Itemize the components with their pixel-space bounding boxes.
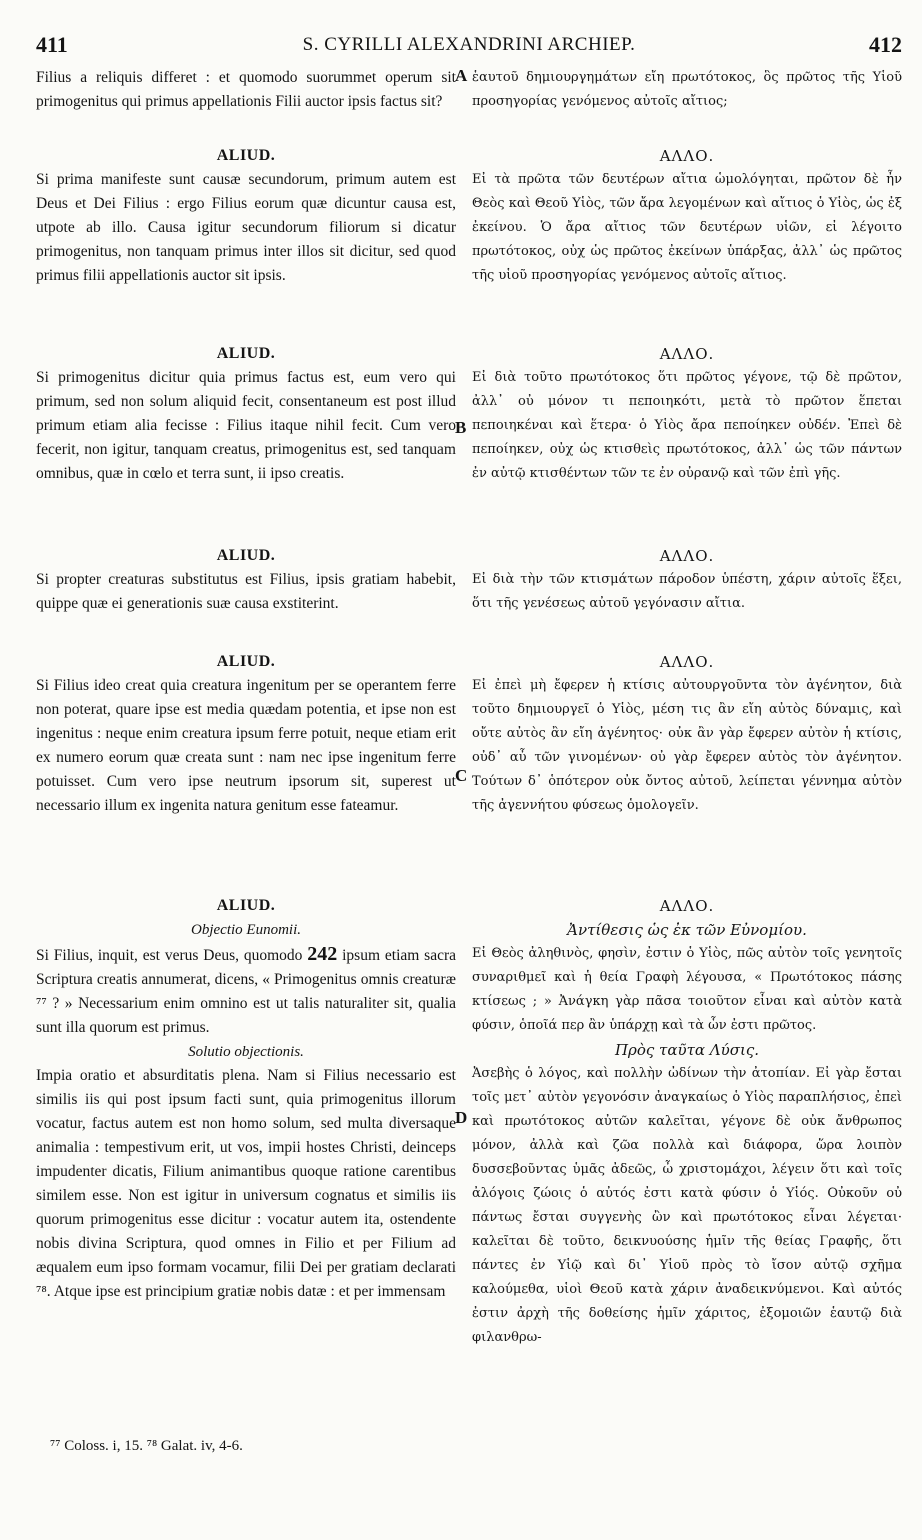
- page-header: [36, 32, 902, 64]
- latin-intro: [36, 66, 456, 114]
- latin-heading-4: ALIUD.: [216, 653, 276, 670]
- latin-solution-heading: Solutio objectionis.: [188, 1044, 304, 1060]
- latin-solution-paragraph: Impia oratio et absurditatis plena. Nam si Filius necessario est similis iis qui post ipsum facti sunt, quia primogenitus illorum vocatur, factus autem est non homo solum, sed multa diversaque animalia : tempestivum erit, ut vos, impii hostes Christi, deinceps impudenter dicatis, Filium animantibus quoque ratione carentibus similem esse. Non est igitur in universum cognatus et similis iis quorum primogenitus esse dicitur : vocatur autem ita, ostendente nobis divina Scriptura, quod omnes in Filio et per Filium ad æqualem eum ipso formam vocamur, filii Dei per gratiam declarati ⁷⁸. Atque ipse est principium gratiæ nobis datæ : et per immensam: [36, 1067, 456, 1300]
- greek-paragraph-3: Εἰ διὰ τὴν τῶν κτισμάτων πάροδον ὑπέστη, χάριν αὐτοῖς ἕξει, ὅτι τῆς γενέσεως αὐτοῦ γεγόνασιν αἴτια.: [472, 572, 902, 611]
- latin-paragraph-3: Si propter creaturas substitutus est Filius, ipsis gratiam habebit, quippe quæ ei generationis suæ causa exstiterint.: [36, 571, 456, 612]
- greek-paragraph-2: Εἰ διὰ τοῦτο πρωτότοκος ὅτι πρῶτος γέγονε, τῷ δὲ πρῶτον, ἀλλ᾽ οὐ μόνον τι πεποιηκότι, μετὰ τὸ πρῶτον ἕπεται πεποιηκέναι καὶ ἕτερα· ὁ Υἱὸς ἄρα πεποίηκεν οὐδέν. Ἐπεὶ δὲ πεποίηκεν, οὐχ ὡς κτισθεὶς πρωτότοκος, ἀλλ᾽ ὡς τῶν πάντων ἐν αὐτῷ κτισθέντων τῶν τε ἐν οὐρανῷ καὶ τῶν ἐπὶ γῆς.: [472, 370, 902, 481]
- margin-marker-a: A: [455, 66, 468, 85]
- margin-column-number: 242: [307, 943, 338, 965]
- latin-section-5: [36, 894, 456, 1304]
- latin-objection-text-start: Si Filius, inquit, est verus Deus, quomodo: [36, 947, 303, 964]
- latin-objection-text-end: ipsum etiam sacra Scriptura creatis annumerat, dicens, « Primogenitus omnis creaturæ ⁷⁷ ? » Necessarium enim omnino est ut talis naturaliter sit, qualia sunt illa quorum est primus.: [36, 947, 456, 1036]
- latin-paragraph-1: Si prima manifeste sunt causæ secundorum, primum autem est Deus et Dei Filius : ergo Filius eorum quæ dicuntur causa est, utpote ab illo. Causa igitur secundorum filiorum si dicatur primogenitus, non tanquam primus inter illos sit dicitur, sed quod primus filii appellationis auctor sit ipsis.: [36, 171, 456, 284]
- page-number-right: 412: [869, 32, 902, 57]
- latin-section-1: [36, 144, 456, 288]
- greek-section-4: [472, 650, 902, 818]
- latin-objection-paragraph: [36, 942, 456, 1040]
- latin-paragraph-4: Si Filius ideo creat quia creatura ingenitum per se operantem ferre non poterat, quare ipse est media quædam potentia, et ipse non est ingenitus : neque enim creatura ipsum ferre potuit, neque etiam erit ex numero eorum quæ creata sunt : nam nec ipse ingenitum ferre potuisset. Cum vero ipse neutrum ipsorum sit, superest ut necessario illum ex ingenita natura genitum esse fateamur.: [36, 677, 456, 814]
- running-title: S. CYRILLI ALEXANDRINI ARCHIEP.: [302, 34, 636, 55]
- latin-section-2: [36, 342, 456, 486]
- margin-marker-d: D: [455, 1108, 468, 1127]
- greek-heading-1: ΑΛΛΟ.: [659, 147, 715, 165]
- greek-section-2: [472, 342, 902, 486]
- margin-marker-b: B: [455, 418, 467, 437]
- greek-section-5: [472, 894, 902, 1350]
- greek-paragraph-1: Εἰ τὰ πρῶτα τῶν δευτέρων αἴτια ὡμολόγηται, πρῶτον δὲ ἦν Θεὸς καὶ Θεοῦ Υἱὸς, τῶν ἄρα λεγομένων καὶ αἴτιος ὁ Υἱὸς, ὡς ἐξ ἐκείνου. Ὁ ἄρα αἴτιος τῶν δευτέρων υἱῶν, εἰ λέγοιτο πρωτότοκος, οὐχ ὡς πρῶτος ἐκείνων ὑπάρξας, ἀλλ᾽ ὡς πρῶτος τῆς υἱοῦ προσηγορίας γενόμενος αὐτοῖς αἴτιος.: [472, 172, 902, 283]
- greek-heading-3: ΑΛΛΟ.: [659, 547, 715, 565]
- latin-heading-5: ALIUD.: [216, 897, 276, 914]
- latin-section-3: [36, 544, 456, 616]
- greek-paragraph-4: Εἰ ἐπεὶ μὴ ἔφερεν ἡ κτίσις αὐτουργοῦντα τὸν ἀγένητον, διὰ τοῦτο δημιουργεῖ ὁ Υἱὸς, μέση τις ἂν εἴη αὐτὸς δύναμις, καὶ οὔτε αὐτὸς ἂν εἴη ἀγένητος· οὐκ ἂν γὰρ ἔφερεν αὐτὸν ἡ κτίσις, οὐδ᾽ αὖ τῶν γινομένων· οὐ γὰρ ἔφερεν αὐτὸς τὸν ἀγένητον. Τούτων δ᾽ ὁπότερον οὐκ ὄντος αὐτοῦ, λείπεται γέννημα αὐτὸν τῆς ἀγεννήτου φύσεως ὁμολογεῖν.: [472, 678, 902, 813]
- greek-heading-5: ΑΛΛΟ.: [659, 897, 715, 915]
- latin-paragraph-2: Si primogenitus dicitur quia primus factus est, eum vero qui primum, sed non solum aliquid fecit, consentaneum est post illud primum etiam alia fecisse : Filius itaque nihil fecit. Cum vero fecerit, non igitur, tanquam creatus, primogenitus est, sed tanquam omnibus, quæ in cœlo et terra sunt, ii ipso creatis.: [36, 369, 456, 482]
- latin-objection-heading: Objectio Eunomii.: [191, 922, 301, 938]
- margin-marker-c: C: [455, 766, 468, 785]
- greek-heading-2: ΑΛΛΟ.: [659, 345, 715, 363]
- greek-objection-heading: Ἀντίθεσις ὡς ἐκ τῶν Εὐνομίου.: [567, 921, 807, 939]
- latin-heading-3: ALIUD.: [216, 547, 276, 564]
- greek-section-3: [472, 544, 902, 616]
- latin-heading-2: ALIUD.: [216, 345, 276, 362]
- greek-intro: [472, 66, 902, 114]
- greek-objection-paragraph: Εἰ Θεὸς ἀληθινὸς, φησὶν, ἐστιν ὁ Υἱὸς, πῶς αὐτὸν τοῖς γενητοῖς συναριθμεῖ καὶ ἡ θεία Γραφὴ λέγουσα, « Πρωτότοκος πάσης κτίσεως ; » Ἀνάγκη γὰρ πᾶσα τοιοῦτον εἶναι καὶ αὐτὸν κατὰ φύσιν, ὁποῖά περ ἂν ὑπάρχῃ καὶ τὰ ὧν ἐστι πρῶτος.: [472, 946, 902, 1033]
- latin-heading-1: ALIUD.: [216, 147, 276, 164]
- page-number-left: 411: [36, 32, 68, 57]
- latin-intro-text: Filius a reliquis differet : et quomodo suorummet operum sit primogenitus qui primus appellationis Filii auctor ipsis factus sit?: [36, 69, 456, 110]
- greek-solution-paragraph: Ἀσεβὴς ὁ λόγος, καὶ πολλὴν ὠδίνων τὴν ἀτοπίαν. Εἰ γὰρ ἔσται τοῖς μετ᾽ αὐτὸν γεγονόσιν ἀναγκαίως ὁ Υἱὸς παραπλήσιος, ἐπεὶ καὶ πρωτότοκος αὐτῶν καλεῖται, γέγονε δὲ οὐκ ἄνθρωπος μόνον, ἀλλὰ καὶ ζῶα πολλὰ καὶ διάφορα, ὥρα λοιπὸν δυσσεβοῦντας ὑμᾶς ἀδεῶς, ὦ χριστομάχοι, λέγειν ὅτι καὶ τοῖς ἀλόγοις ζώοις ὁ αὐτός ἐστι κατὰ φύσιν ὁ Υἱός. Οὐκοῦν οὐ πάντως ἔσται συγγενὴς ὢν καὶ πρωτότοκος εἶναι λέγεται· καλεῖται δὲ τοῦτο, δεικνυούσης ἡμῖν τῆς θείας Γραφῆς, ὅτι πάντες ἐν Υἱῷ καὶ δι᾽ Υἱοῦ πρὸς τὸ ἴσον αὐτῷ σχῆμα καλούμεθα, υἱοὶ Θεοῦ κατὰ χάριν ἀναδεικνύμενοι. Καὶ αὐτός ἐστιν ἀρχὴ τῆς δοθείσης ἡμῖν χάριτος, ἐξομοιῶν ἑαυτῷ διὰ φιλανθρω-: [472, 1066, 902, 1345]
- footnotes: ⁷⁷ Coloss. i, 15. ⁷⁸ Galat. iv, 4-6.: [50, 1438, 243, 1454]
- greek-section-1: [472, 144, 902, 288]
- greek-intro-text: ἑαυτοῦ δημιουργημάτων εἴη πρωτότοκος, ὃς πρῶτος τῆς Υἱοῦ προσηγορίας γενόμενος αὐτοῖς αἴτιος;: [472, 70, 902, 109]
- latin-section-4: [36, 650, 456, 818]
- greek-solution-heading: Πρὸς ταῦτα Λύσις.: [614, 1041, 760, 1059]
- greek-heading-4: ΑΛΛΟ.: [659, 653, 715, 671]
